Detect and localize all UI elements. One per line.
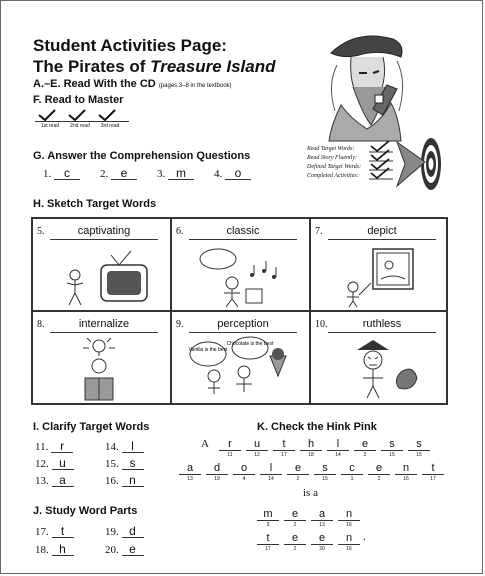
hink-pink-letter: l (260, 463, 282, 475)
hink-pink-letter: h (300, 439, 322, 451)
reading-sketch (69, 338, 139, 402)
villain-sketch (343, 336, 433, 402)
read-label-3: 3rd read (100, 123, 120, 129)
i-answer-15: 15. s (105, 456, 144, 473)
hink-pink-letter: c (341, 463, 363, 475)
hink-pink-letter: e (354, 439, 376, 451)
i-answer-11: 11. r (35, 439, 74, 456)
ice-cream-sketch (186, 336, 304, 402)
hink-pink-word-teen (257, 533, 377, 553)
j-answer-18: 18. h (35, 541, 74, 559)
hink-pink-number: 15 (322, 476, 328, 482)
hink-pink-word-adolescent (179, 463, 449, 483)
hink-pink-number: 12 (254, 452, 260, 458)
j-answer-20: 20. e (105, 541, 144, 559)
check-icon (37, 109, 57, 121)
hink-pink-number: 13 (319, 522, 325, 528)
check-icon (97, 109, 117, 121)
hink-pink-letter: m (257, 509, 279, 521)
title-book: Treasure Island (150, 57, 276, 76)
hink-pink-number: 1 (350, 476, 354, 482)
hink-pink-number: 15 (416, 452, 422, 458)
section-a-note: (pages 3–8 in the textbook) (158, 83, 232, 89)
hink-pink-letter: n (338, 533, 360, 545)
g-answer-3: 3. m (157, 167, 194, 180)
hink-pink-number: 18 (308, 452, 314, 458)
hink-pink-number: 11 (227, 452, 233, 458)
hink-pink-letter: n (338, 509, 360, 521)
hink-pink-number: 2 (377, 476, 381, 482)
sketch-word: classic (189, 225, 297, 240)
g-answer-field: c (54, 167, 80, 180)
hink-pink-letter: e (284, 533, 306, 545)
hink-pink-letter: u (246, 439, 268, 451)
hink-pink-letter: l (327, 439, 349, 451)
checklist-item: Defined Target Words: (307, 164, 362, 170)
tv-sketch (61, 249, 151, 309)
hink-pink-number: 16 (346, 522, 352, 528)
hink-pink-letter: e (287, 463, 309, 475)
hink-pink-number: 19 (214, 476, 220, 482)
hink-pink-number: 17 (265, 546, 271, 552)
hink-pink-letter: s (381, 439, 403, 451)
sketch-grid (31, 217, 448, 405)
hink-pink-number: 14 (268, 476, 274, 482)
section-g-heading: G. Answer the Comprehension Questions (33, 150, 251, 162)
music-sketch (192, 245, 292, 309)
pirate-illustration (301, 25, 421, 143)
title-line-2 (33, 56, 276, 77)
hink-pink-number: 16 (346, 546, 352, 552)
sketch-cell: 8. internalize (32, 311, 171, 404)
checklist-checks (369, 141, 395, 187)
section-k-heading: K. Check the Hink Pink (257, 421, 377, 433)
hink-pink-number: 20 (319, 546, 325, 552)
hink-pink-period: . (363, 531, 366, 543)
sketch-cell: 9. perception Vanilla is the best Chocolate is the best (171, 311, 310, 404)
hink-pink-letter: s (314, 463, 336, 475)
hink-pink-letter: r (219, 439, 241, 451)
i-answer-13: 13. a (35, 473, 74, 490)
i-answer-16: 16. n (105, 473, 144, 490)
j-answers-right (105, 523, 144, 559)
sketch-cell: 7. depict (310, 218, 447, 311)
hink-pink-number: 4 (242, 476, 246, 482)
i-answers-right (105, 439, 144, 490)
j-answer-19: 19. d (105, 523, 144, 541)
hink-pink-letter: a (311, 509, 333, 521)
section-j-heading: J. Study Word Parts (33, 505, 138, 517)
g-answer-4: 4. o (214, 167, 251, 180)
hink-pink-number: 13 (187, 476, 193, 482)
hink-pink-word-mean (257, 509, 377, 529)
i-answers-left (35, 439, 74, 490)
sketch-cell: 6. classic (171, 218, 310, 311)
hink-pink-is-a: is a (303, 487, 318, 499)
painting-sketch (333, 243, 433, 309)
j-answer-17: 17. t (35, 523, 74, 541)
target-icon (395, 134, 443, 194)
i-answer-14: 14. l (105, 439, 144, 456)
j-answers-left (35, 523, 74, 559)
hink-pink-letter: t (422, 463, 444, 475)
hink-pink-number: 15 (389, 452, 395, 458)
sketch-word: perception (189, 318, 297, 333)
hink-pink-letter: d (206, 463, 228, 475)
hink-pink-number: 2 (293, 546, 297, 552)
sketch-word: depict (328, 225, 436, 240)
g-answer-field: e (111, 167, 137, 180)
hink-pink-article: A (201, 438, 209, 450)
title-line-1: Student Activities Page: (33, 36, 227, 55)
section-f-heading: F. Read to Master (33, 94, 124, 106)
section-i-heading: I. Clarify Target Words (33, 421, 150, 433)
title-prefix: The Pirates of (33, 57, 151, 76)
hink-pink-letter: a (179, 463, 201, 475)
page-title (33, 35, 276, 77)
hink-pink-letter: e (311, 533, 333, 545)
g-answer-field: m (168, 167, 194, 180)
hink-pink-letter: t (273, 439, 295, 451)
hink-pink-number: 17 (430, 476, 436, 482)
sketch-word: ruthless (328, 318, 436, 333)
checklist-item: Read Target Words: (307, 146, 355, 152)
read-checkmarks (35, 109, 135, 131)
g-answer-1: 1. c (43, 167, 80, 180)
hink-pink-letter: e (284, 509, 306, 521)
checklist-item: Read Story Fluently: (307, 155, 357, 161)
section-h-heading: H. Sketch Target Words (33, 198, 157, 210)
hink-pink-letter: n (395, 463, 417, 475)
hink-pink-number: 14 (335, 452, 341, 458)
sketch-word: captivating (50, 225, 158, 240)
read-label-1: 1st read (40, 123, 60, 129)
hink-pink-word-ruthless (219, 439, 439, 459)
speech-bubble-right: Chocolate is the best (226, 341, 274, 347)
hink-pink-letter: s (408, 439, 430, 451)
hink-pink-number: 2 (363, 452, 367, 458)
i-answer-12: 12. u (35, 456, 74, 473)
hink-pink-number: 16 (403, 476, 409, 482)
speech-bubble-left: Vanilla is the best (188, 347, 228, 353)
hink-pink-number: 17 (281, 452, 287, 458)
sketch-cell: 10. ruthless (310, 311, 447, 404)
read-label-2: 2nd read (70, 123, 90, 129)
hink-pink-number: 2 (293, 522, 297, 528)
section-a-label: A.–E. Read With the CD (33, 78, 156, 90)
hink-pink-number: 2 (296, 476, 300, 482)
hink-pink-letter: t (257, 533, 279, 545)
hink-pink-letter: o (233, 463, 255, 475)
sketch-cell: 5. captivating (32, 218, 171, 311)
g-answer-field: o (225, 167, 251, 180)
sketch-word: internalize (50, 318, 158, 333)
check-icon (67, 109, 87, 121)
hink-pink-number: 3 (266, 522, 270, 528)
hink-pink-letter: e (368, 463, 390, 475)
section-a-heading (33, 78, 232, 90)
g-answer-2: 2. e (100, 167, 137, 180)
checklist-item: Completed Activities: (307, 173, 359, 179)
